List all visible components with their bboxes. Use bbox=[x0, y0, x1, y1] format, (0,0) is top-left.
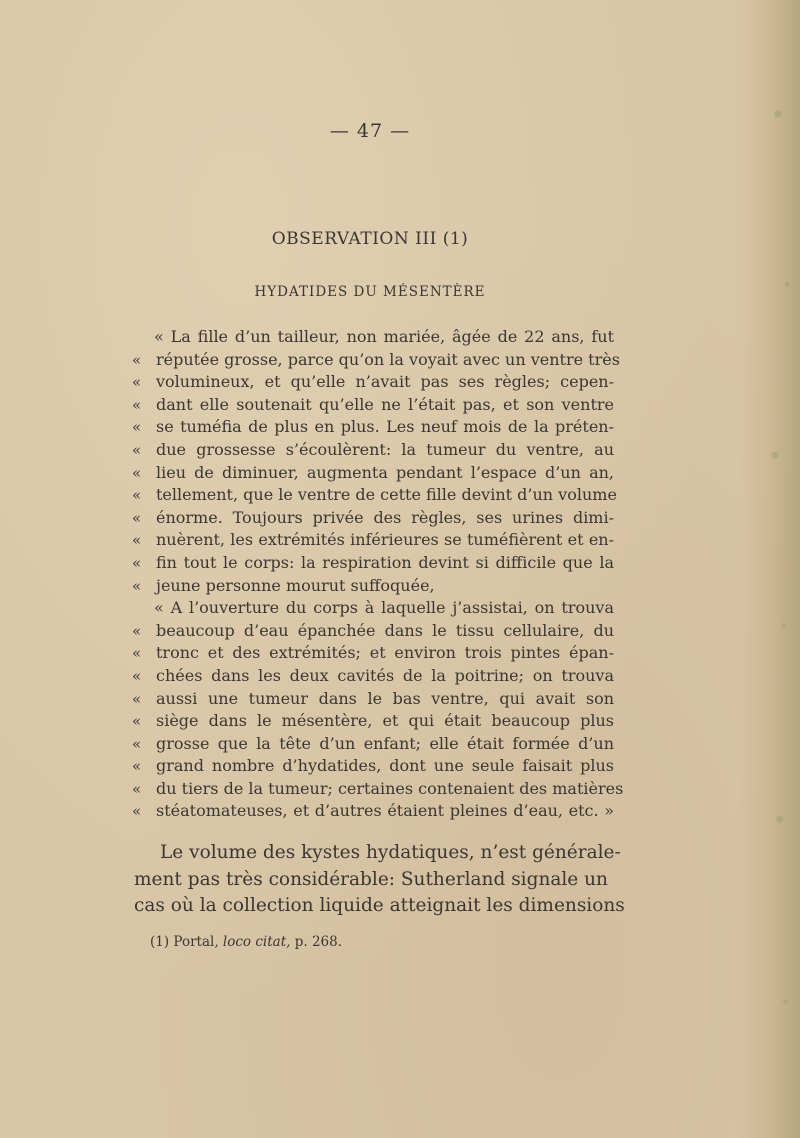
observation-title: OBSERVATION III (1) bbox=[271, 229, 469, 249]
paragraph-line: ment pas très considérable: Sutherland signale un bbox=[134, 868, 608, 890]
quote-line bbox=[134, 620, 614, 643]
quote-mark: « bbox=[132, 802, 142, 821]
quote-mark: « bbox=[132, 621, 142, 640]
quote-line bbox=[134, 326, 614, 349]
quote-line-text: se tuméfia de plus en plus. Les neuf mois de la préten- bbox=[156, 417, 614, 437]
quote-mark: « bbox=[132, 486, 142, 505]
quote-mark: « bbox=[132, 553, 142, 572]
quote-line bbox=[134, 439, 614, 462]
quote-line-text: dant elle soutenait qu’elle ne l’était pas, et son ventre bbox=[156, 394, 614, 414]
quote-mark: « bbox=[132, 440, 142, 459]
quote-line-text: chées dans les deux cavités de la poitrine; on trouva bbox=[156, 665, 614, 685]
quote-line-text: beaucoup d’eau épanchée dans le tissu cellulaire, du bbox=[156, 620, 614, 640]
quote-line bbox=[134, 462, 614, 485]
footnote-number: (1) bbox=[150, 934, 170, 950]
quote-mark: « bbox=[132, 689, 142, 708]
quote-line-text: « A l’ouverture du corps à laquelle j’assistai, on trouva bbox=[154, 598, 614, 618]
body-paragraph bbox=[134, 840, 625, 920]
quote-line bbox=[134, 575, 614, 598]
quote-line bbox=[134, 552, 614, 575]
quote-line-text: due grossesse s’écoulèrent: la tumeur du ventre, au bbox=[156, 439, 614, 459]
quote-line bbox=[134, 755, 614, 778]
quote-line-text: tellement, que le ventre de cette fille devint d’un volume bbox=[156, 485, 617, 505]
quote-line-text: « La fille d’un tailleur, non mariée, âgée de 22 ans, fut bbox=[154, 327, 614, 346]
quote-line bbox=[134, 688, 614, 711]
paragraph-line: cas où la collection liquide atteignait les dimensions bbox=[134, 895, 625, 916]
quote-line bbox=[132, 484, 617, 507]
quote-line bbox=[134, 371, 614, 394]
quote-line bbox=[134, 665, 614, 688]
quote-mark: « bbox=[132, 734, 142, 753]
quote-line-text: énorme. Toujours privée des règles, ses urines dimi- bbox=[156, 507, 614, 527]
quote-mark: « bbox=[132, 757, 142, 776]
page-edge-stains bbox=[766, 0, 796, 1138]
quote-line bbox=[134, 394, 614, 417]
quote-mark: « bbox=[132, 712, 142, 731]
quote-line-text: réputée grosse, parce qu’on la voyait avec un ventre très bbox=[156, 349, 620, 369]
footnote-author: Portal, bbox=[173, 934, 219, 950]
quote-mark: « bbox=[132, 779, 142, 798]
footnote-citation: loco citat, bbox=[222, 934, 291, 950]
quote-mark: « bbox=[132, 666, 142, 685]
quote-line-text: fin tout le corps: la respiration devint si difficile que la bbox=[156, 552, 614, 572]
quote-line-text: grand nombre d’hydatides, dont une seule faisait plus bbox=[156, 756, 614, 776]
quote-line-text: volumineux, et qu’elle n’avait pas ses règles; cepen- bbox=[156, 372, 614, 392]
quote-line bbox=[134, 733, 614, 756]
quote-mark: « bbox=[132, 508, 142, 527]
quote-line-text: grosse que la tête d’un enfant; elle était formée d’un bbox=[156, 733, 614, 753]
quote-mark: « bbox=[132, 644, 142, 663]
quote-line-text: tronc et des extrémités; et environ trois pintes épan- bbox=[156, 643, 614, 663]
quote-line-text: jeune personne mourut suffoquée, bbox=[156, 575, 435, 595]
quote-line bbox=[134, 800, 614, 823]
quote-mark: « bbox=[132, 373, 142, 392]
quote-mark: « bbox=[132, 395, 142, 414]
quote-line bbox=[134, 507, 614, 530]
quote-line bbox=[134, 529, 614, 552]
quoted-observation bbox=[132, 326, 624, 823]
observation-subtitle: HYDATIDES DU MÉSENTÈRE bbox=[254, 284, 486, 300]
quote-line-text: nuèrent, les extrémités inférieures se tuméfièrent et en- bbox=[156, 530, 614, 550]
quote-mark: « bbox=[132, 576, 142, 595]
footnote bbox=[150, 933, 342, 951]
quote-line bbox=[134, 416, 614, 439]
quote-line bbox=[132, 349, 620, 372]
quote-line bbox=[134, 710, 614, 733]
quote-line-text: aussi une tumeur dans le bas ventre, qui avait son bbox=[156, 688, 614, 708]
quote-line bbox=[134, 642, 614, 665]
paragraph-line: Le volume des kystes hydatiques, n’est générale- bbox=[160, 842, 621, 863]
footnote-page: p. 268. bbox=[294, 934, 343, 950]
quote-line bbox=[134, 597, 614, 620]
quote-mark: « bbox=[132, 418, 142, 437]
quote-mark: « bbox=[132, 463, 142, 482]
quote-line-text: stéatomateuses, et d’autres étaient pleines d’eau, etc. » bbox=[156, 801, 614, 821]
quote-line-text: siège dans le mésentère, et qui était beaucoup plus bbox=[156, 711, 614, 731]
page-number: — 47 — bbox=[329, 120, 411, 142]
quote-mark: « bbox=[132, 531, 142, 550]
quote-line bbox=[132, 778, 624, 801]
quote-line-text: lieu de diminuer, augmenta pendant l’espace d’un an, bbox=[156, 462, 614, 482]
quote-line-text: du tiers de la tumeur; certaines contenaient des matières bbox=[156, 778, 624, 798]
quote-mark: « bbox=[132, 350, 142, 369]
